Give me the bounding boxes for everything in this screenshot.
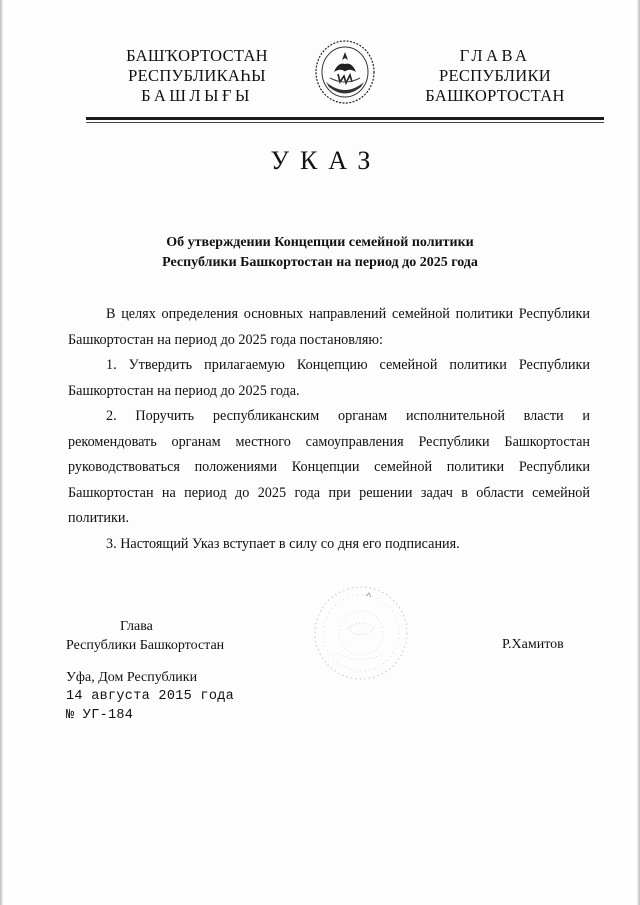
header-bashkir	[112, 46, 282, 106]
header-divider-thin	[86, 122, 604, 123]
header-left-line: БАШЛЫҒЫ	[141, 86, 253, 105]
document-number: № УГ-184	[66, 708, 134, 723]
header-right-line: БАШКОРТОСТАН	[425, 86, 565, 105]
coat-of-arms-icon	[312, 38, 378, 106]
issue-place: Уфа, Дом Республики	[66, 670, 198, 685]
seal-stamp-icon	[308, 578, 414, 688]
clause-paragraph: 2. Поручить республиканским органам исполнительной власти и рекомендовать органам местного самоуправления Республики Башкортостан руководствоваться положениями Концепции семейной политики Республики Башкортостан на период до 2025 года при решении задач в области семейной политики.	[68, 408, 590, 526]
header-russian	[410, 46, 580, 106]
header-right-line: РЕСПУБЛИКИ	[439, 66, 551, 85]
signatory-title-line: Глава	[120, 619, 153, 634]
preamble-paragraph: В целях определения основных направлений семейной политики Республики Башкортостан на период до 2025 года постановляю:	[68, 306, 590, 348]
document-body	[68, 302, 590, 557]
document-footer	[66, 668, 234, 725]
header-divider-thick	[86, 117, 604, 120]
subject-line: Об утверждении Концепции семейной политики	[166, 235, 474, 250]
header-left-line: БАШҠОРТОСТАН	[126, 46, 268, 65]
signatory-name: Р.Хамитов	[502, 637, 564, 652]
signatory-title	[66, 617, 224, 655]
issue-date: 14 августа 2015 года	[66, 689, 235, 704]
header-right-line: ГЛАВА	[459, 46, 531, 65]
scan-edge-left	[0, 0, 3, 905]
clause-paragraph: 1. Утвердить прилагаемую Концепцию семейной политики Республики Башкортостан на период до 2025 года.	[68, 357, 590, 399]
document-subject	[110, 233, 530, 273]
subject-line: Республики Башкортостан на период до 2025 года	[162, 255, 478, 270]
signatory-title-line: Республики Башкортостан	[66, 638, 225, 653]
clause-paragraph: 3. Настоящий Указ вступает в силу со дня его подписания.	[106, 535, 460, 552]
document-title: УКАЗ	[270, 146, 382, 175]
header-left-line: РЕСПУБЛИКАҺЫ	[128, 66, 266, 85]
